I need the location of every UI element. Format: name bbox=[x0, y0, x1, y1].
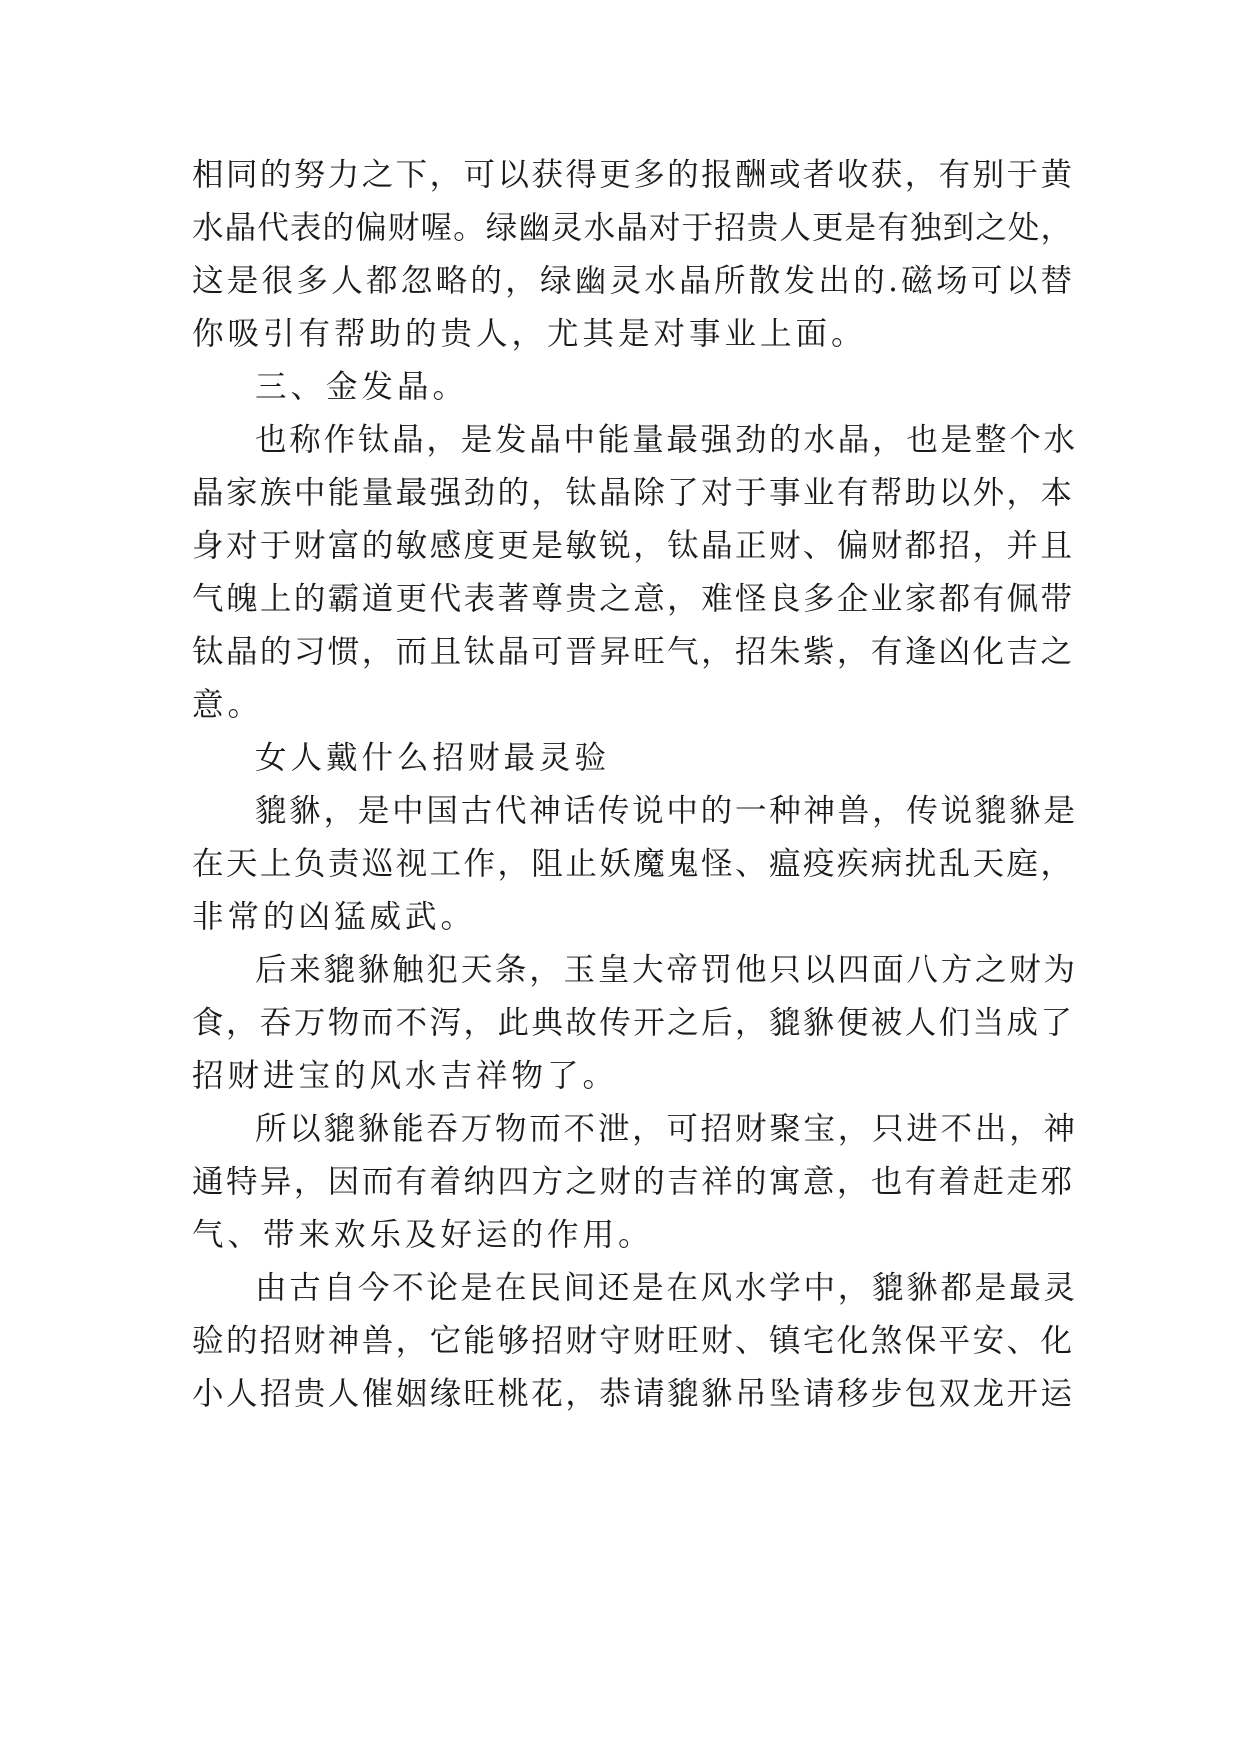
paragraph-line: 食，吞万物而不泻，此典故传开之后，貔貅便被人们当成了 bbox=[192, 1005, 1072, 1041]
paragraph-line: 水晶代表的偏财喔。绿幽灵水晶对于招贵人更是有独到之处， bbox=[192, 210, 1072, 246]
paragraph-line: 非常的凶猛威武。 bbox=[192, 899, 477, 935]
paragraph-line: 后来貔貅触犯天条，玉皇大帝罚他只以四面八方之财为 bbox=[255, 952, 1075, 988]
paragraph-line: 意。 bbox=[192, 687, 264, 723]
paragraph-line: 通特异，因而有着纳四方之财的吉祥的寓意，也有着赶走邪 bbox=[192, 1164, 1072, 1200]
paragraph-line: 所以貔貅能吞万物而不泄，可招财聚宝，只进不出，神 bbox=[255, 1111, 1075, 1147]
paragraph-line: 晶家族中能量最强劲的，钛晶除了对于事业有帮助以外，本 bbox=[192, 475, 1072, 511]
paragraph-line: 也称作钛晶，是发晶中能量最强劲的水晶，也是整个水 bbox=[255, 422, 1075, 458]
paragraph-line: 气魄上的霸道更代表著尊贵之意，难怪良多企业家都有佩带 bbox=[192, 581, 1072, 617]
paragraph-line: 钛晶的习惯，而且钛晶可晋昇旺气，招朱紫，有逢凶化吉之 bbox=[192, 634, 1072, 670]
paragraph-line: 气、带来欢乐及好运的作用。 bbox=[192, 1217, 654, 1253]
paragraph-line: 这是很多人都忽略的，绿幽灵水晶所散发出的.磁场可以替 bbox=[192, 263, 1072, 299]
paragraph-line: 招财进宝的风水吉祥物了。 bbox=[192, 1058, 619, 1094]
paragraph-line: 验的招财神兽，它能够招财守财旺财、镇宅化煞保平安、化 bbox=[192, 1323, 1072, 1359]
paragraph-line: 小人招贵人催姻缘旺桃花，恭请貔貅吊坠请移步包双龙开运 bbox=[192, 1376, 1072, 1412]
paragraph-line: 身对于财富的敏感度更是敏锐，钛晶正财、偏财都招，并且 bbox=[192, 528, 1072, 564]
paragraph-line: 相同的努力之下，可以获得更多的报酬或者收获，有别于黄 bbox=[192, 157, 1072, 193]
section-heading: 女人戴什么招财最灵验 bbox=[255, 740, 611, 776]
paragraph-line: 由古自今不论是在民间还是在风水学中，貔貅都是最灵 bbox=[255, 1270, 1075, 1306]
section-heading: 三、金发晶。 bbox=[255, 369, 469, 405]
paragraph-line: 你吸引有帮助的贵人，尤其是对事业上面。 bbox=[192, 316, 867, 352]
paragraph-line: 貔貅，是中国古代神话传说中的一种神兽，传说貔貅是 bbox=[255, 793, 1075, 829]
paragraph-line: 在天上负责巡视工作，阻止妖魔鬼怪、瘟疫疾病扰乱天庭， bbox=[192, 846, 1072, 882]
